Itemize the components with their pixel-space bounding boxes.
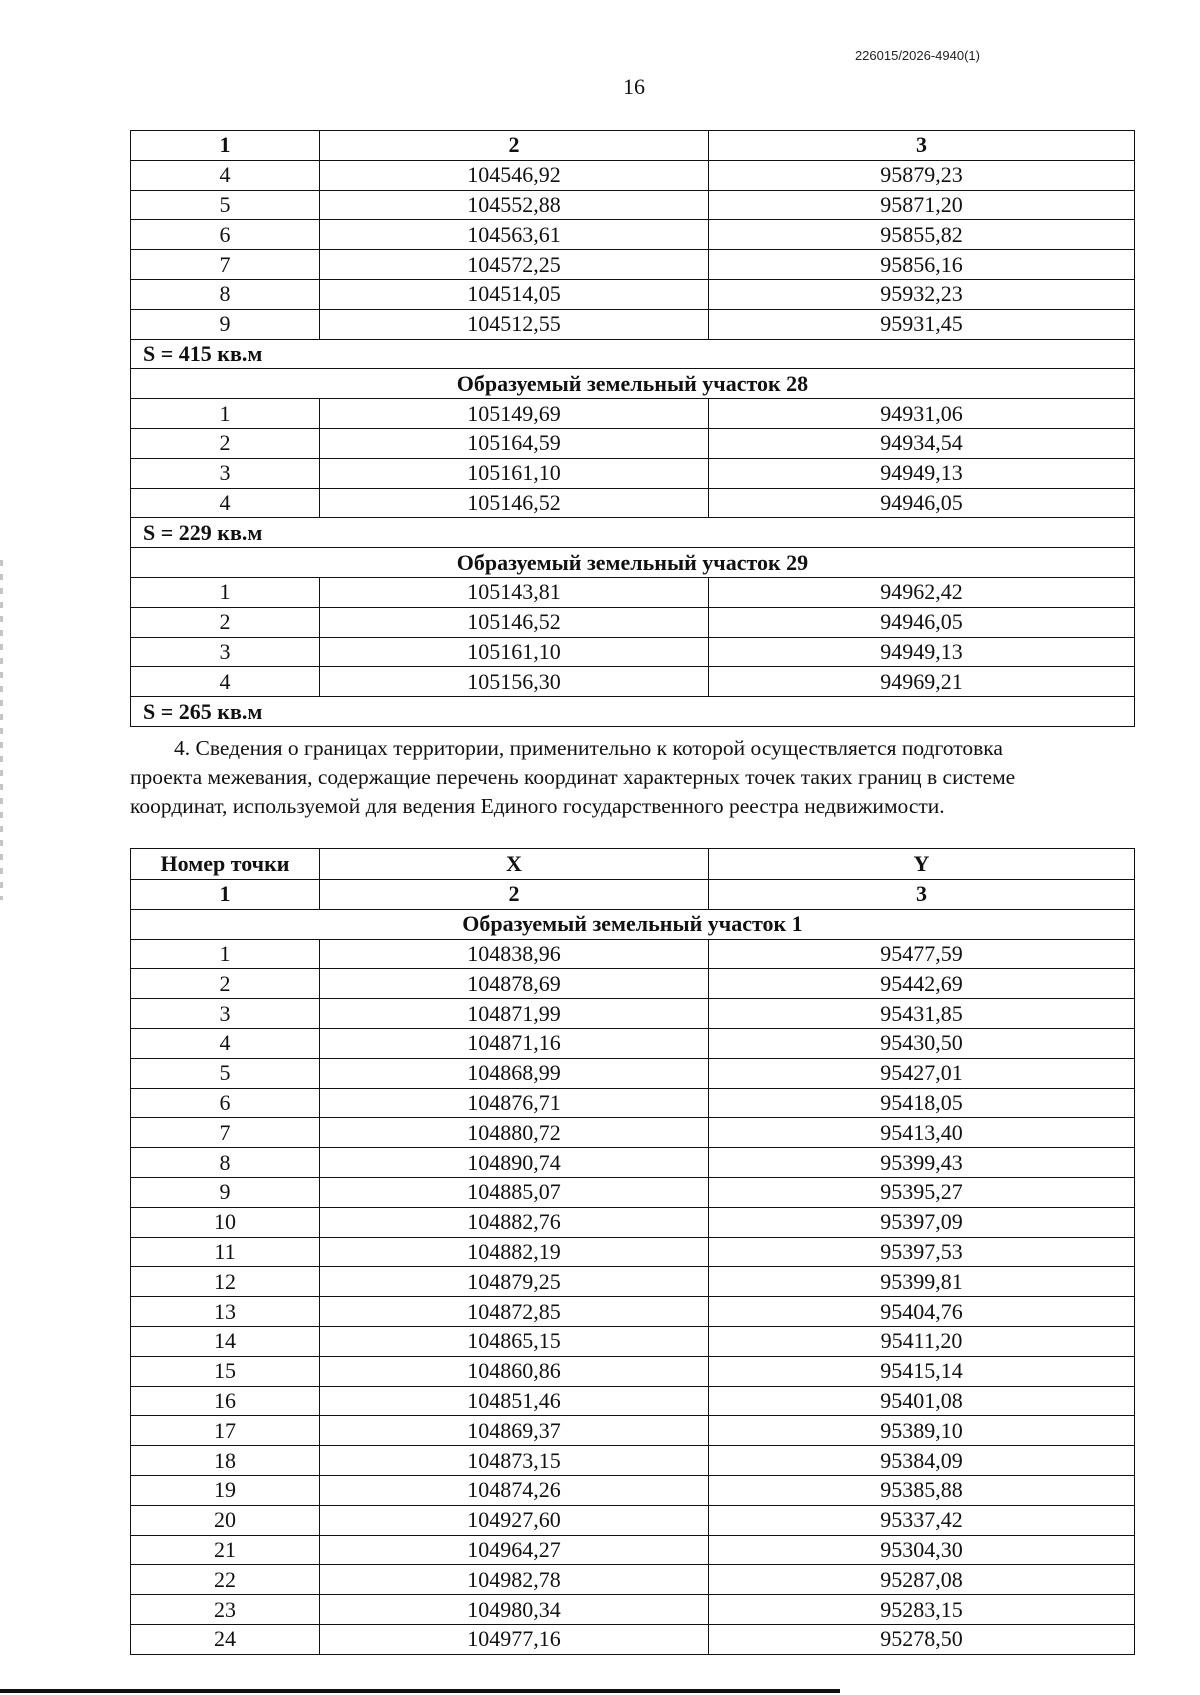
y-coordinate-cell: 95401,08 [709, 1386, 1135, 1416]
y-coordinate-cell: 94931,06 [709, 399, 1135, 429]
point-number-cell: 24 [131, 1624, 320, 1654]
x-coordinate-cell: 104873,15 [320, 1446, 709, 1476]
y-coordinate-cell: 95931,45 [709, 309, 1135, 339]
point-number-cell: 15 [131, 1356, 320, 1386]
column-number-cell: 2 [320, 131, 709, 161]
y-coordinate-cell: 95384,09 [709, 1446, 1135, 1476]
paragraph-line: проекта межевания, содержащие перечень координат характерных точек таких границ в системе [130, 765, 1016, 789]
x-coordinate-cell: 104572,25 [320, 250, 709, 280]
y-coordinate-cell: 95431,85 [709, 999, 1135, 1029]
table-row [131, 1058, 1135, 1088]
x-coordinate-cell: 104882,19 [320, 1237, 709, 1267]
section-title-row [131, 369, 1135, 399]
y-coordinate-cell: 95283,15 [709, 1595, 1135, 1625]
table-row [131, 1177, 1135, 1207]
point-number-cell: 3 [131, 637, 320, 667]
x-coordinate-cell: 104980,34 [320, 1595, 709, 1625]
y-coordinate-cell: 95304,30 [709, 1535, 1135, 1565]
x-coordinate-cell: 104880,72 [320, 1118, 709, 1148]
x-coordinate-cell: 104885,07 [320, 1177, 709, 1207]
table-row [131, 1356, 1135, 1386]
section-title: Образуемый земельный участок 1 [131, 909, 1135, 939]
x-coordinate-cell: 105149,69 [320, 399, 709, 429]
table-row [131, 309, 1135, 339]
table-row [131, 999, 1135, 1029]
table-row [131, 428, 1135, 458]
point-number-cell: 3 [131, 458, 320, 488]
point-number-cell: 5 [131, 190, 320, 220]
table-row [131, 190, 1135, 220]
y-coordinate-cell: 95399,43 [709, 1148, 1135, 1178]
x-coordinate-cell: 104882,76 [320, 1207, 709, 1237]
table-row [131, 1565, 1135, 1595]
x-coordinate-cell: 104563,61 [320, 220, 709, 250]
section-title-row [131, 548, 1135, 578]
column-number-row [131, 131, 1135, 161]
column-number-cell: 1 [131, 880, 320, 910]
y-coordinate-cell: 95413,40 [709, 1118, 1135, 1148]
section-title-row [131, 909, 1135, 939]
x-coordinate-cell: 105146,52 [320, 488, 709, 518]
header-point-number: Номер точки [131, 849, 320, 880]
y-coordinate-cell: 95397,53 [709, 1237, 1135, 1267]
x-coordinate-cell: 105161,10 [320, 458, 709, 488]
point-number-cell: 1 [131, 577, 320, 607]
y-coordinate-cell: 95337,42 [709, 1505, 1135, 1535]
coordinates-table-continued-body [131, 131, 1135, 727]
table-row [131, 1595, 1135, 1625]
table-row [131, 399, 1135, 429]
header-y: Y [709, 849, 1135, 880]
area-row [131, 518, 1135, 548]
area-value: S = 265 кв.м [131, 697, 1135, 727]
table-row [131, 1446, 1135, 1476]
point-number-cell: 5 [131, 1058, 320, 1088]
point-number-cell: 17 [131, 1416, 320, 1446]
point-number-cell: 3 [131, 999, 320, 1029]
header-x: X [320, 849, 709, 880]
table-row [131, 1207, 1135, 1237]
y-coordinate-cell: 95430,50 [709, 1028, 1135, 1058]
table-row [131, 969, 1135, 999]
y-coordinate-cell: 95278,50 [709, 1624, 1135, 1654]
bottom-rule [0, 1689, 840, 1693]
y-coordinate-cell: 94946,05 [709, 607, 1135, 637]
point-number-cell: 12 [131, 1267, 320, 1297]
y-coordinate-cell: 94949,13 [709, 637, 1135, 667]
x-coordinate-cell: 104552,88 [320, 190, 709, 220]
x-coordinate-cell: 104982,78 [320, 1565, 709, 1595]
point-number-cell: 14 [131, 1326, 320, 1356]
y-coordinate-cell: 95442,69 [709, 969, 1135, 999]
column-number-cell: 1 [131, 131, 320, 161]
x-coordinate-cell: 104890,74 [320, 1148, 709, 1178]
table-row [131, 1475, 1135, 1505]
x-coordinate-cell: 104869,37 [320, 1416, 709, 1446]
x-coordinate-cell: 104927,60 [320, 1505, 709, 1535]
y-coordinate-cell: 95385,88 [709, 1475, 1135, 1505]
table-row [131, 279, 1135, 309]
paragraph-line: координат, используемой для ведения Единого государственного реестра недвижимости. [130, 794, 945, 818]
x-coordinate-cell: 104546,92 [320, 160, 709, 190]
point-number-cell: 4 [131, 488, 320, 518]
paragraph-line: 4. Сведения о границах территории, применительно к которой осуществляется подготовка [174, 736, 1003, 760]
point-number-cell: 20 [131, 1505, 320, 1535]
point-number-cell: 7 [131, 250, 320, 280]
coordinates-table-continued [130, 130, 1135, 727]
x-coordinate-cell: 104876,71 [320, 1088, 709, 1118]
table-row [131, 1267, 1135, 1297]
x-coordinate-cell: 105146,52 [320, 607, 709, 637]
table-row [131, 939, 1135, 969]
y-coordinate-cell: 95871,20 [709, 190, 1135, 220]
y-coordinate-cell: 95856,16 [709, 250, 1135, 280]
point-number-cell: 9 [131, 309, 320, 339]
table-row [131, 1535, 1135, 1565]
table-row [131, 1505, 1135, 1535]
table-row [131, 250, 1135, 280]
y-coordinate-cell: 95287,08 [709, 1565, 1135, 1595]
point-number-cell: 4 [131, 667, 320, 697]
y-coordinate-cell: 95427,01 [709, 1058, 1135, 1088]
x-coordinate-cell: 104514,05 [320, 279, 709, 309]
table-row [131, 667, 1135, 697]
table-row [131, 160, 1135, 190]
area-value: S = 229 кв.м [131, 518, 1135, 548]
y-coordinate-cell: 94949,13 [709, 458, 1135, 488]
y-coordinate-cell: 94934,54 [709, 428, 1135, 458]
table-row [131, 1624, 1135, 1654]
y-coordinate-cell: 95411,20 [709, 1326, 1135, 1356]
point-number-cell: 1 [131, 399, 320, 429]
x-coordinate-cell: 104512,55 [320, 309, 709, 339]
boundary-coordinates-table-body [131, 849, 1135, 1655]
column-number-row [131, 880, 1135, 910]
column-number-cell: 2 [320, 880, 709, 910]
y-coordinate-cell: 95477,59 [709, 939, 1135, 969]
table-row [131, 1416, 1135, 1446]
section-title: Образуемый земельный участок 28 [131, 369, 1135, 399]
point-number-cell: 6 [131, 220, 320, 250]
table-row [131, 1148, 1135, 1178]
y-coordinate-cell: 94969,21 [709, 667, 1135, 697]
y-coordinate-cell: 95855,82 [709, 220, 1135, 250]
point-number-cell: 18 [131, 1446, 320, 1476]
y-coordinate-cell: 95399,81 [709, 1267, 1135, 1297]
point-number-cell: 7 [131, 1118, 320, 1148]
point-number-cell: 6 [131, 1088, 320, 1118]
x-coordinate-cell: 104871,99 [320, 999, 709, 1029]
x-coordinate-cell: 104838,96 [320, 939, 709, 969]
y-coordinate-cell: 95879,23 [709, 160, 1135, 190]
document-id: 226015/2026-4940(1) [854, 48, 980, 63]
header-row [131, 849, 1135, 880]
x-coordinate-cell: 104977,16 [320, 1624, 709, 1654]
point-number-cell: 4 [131, 1028, 320, 1058]
table-row [131, 1118, 1135, 1148]
table-row [131, 1088, 1135, 1118]
point-number-cell: 2 [131, 607, 320, 637]
x-coordinate-cell: 104964,27 [320, 1535, 709, 1565]
table-row [131, 1237, 1135, 1267]
table-row [131, 1297, 1135, 1327]
section-4-paragraph [130, 734, 1134, 821]
point-number-cell: 21 [131, 1535, 320, 1565]
x-coordinate-cell: 104865,15 [320, 1326, 709, 1356]
x-coordinate-cell: 104872,85 [320, 1297, 709, 1327]
x-coordinate-cell: 104868,99 [320, 1058, 709, 1088]
y-coordinate-cell: 95932,23 [709, 279, 1135, 309]
point-number-cell: 2 [131, 428, 320, 458]
point-number-cell: 13 [131, 1297, 320, 1327]
point-number-cell: 8 [131, 1148, 320, 1178]
y-coordinate-cell: 94962,42 [709, 577, 1135, 607]
boundary-coordinates-table [130, 848, 1135, 1655]
x-coordinate-cell: 105164,59 [320, 428, 709, 458]
point-number-cell: 16 [131, 1386, 320, 1416]
point-number-cell: 19 [131, 1475, 320, 1505]
x-coordinate-cell: 104860,86 [320, 1356, 709, 1386]
y-coordinate-cell: 95418,05 [709, 1088, 1135, 1118]
area-row [131, 697, 1135, 727]
table-row [131, 637, 1135, 667]
point-number-cell: 9 [131, 1177, 320, 1207]
table-row [131, 220, 1135, 250]
y-coordinate-cell: 95395,27 [709, 1177, 1135, 1207]
point-number-cell: 10 [131, 1207, 320, 1237]
table-row [131, 1028, 1135, 1058]
table-row [131, 607, 1135, 637]
area-value: S = 415 кв.м [131, 339, 1135, 369]
point-number-cell: 23 [131, 1595, 320, 1625]
point-number-cell: 11 [131, 1237, 320, 1267]
x-coordinate-cell: 104879,25 [320, 1267, 709, 1297]
y-coordinate-cell: 95389,10 [709, 1416, 1135, 1446]
section-title: Образуемый земельный участок 29 [131, 548, 1135, 578]
x-coordinate-cell: 105143,81 [320, 577, 709, 607]
point-number-cell: 8 [131, 279, 320, 309]
point-number-cell: 4 [131, 160, 320, 190]
y-coordinate-cell: 95404,76 [709, 1297, 1135, 1327]
y-coordinate-cell: 95397,09 [709, 1207, 1135, 1237]
x-coordinate-cell: 105156,30 [320, 667, 709, 697]
table-row [131, 458, 1135, 488]
table-row [131, 1386, 1135, 1416]
table-row [131, 577, 1135, 607]
x-coordinate-cell: 104871,16 [320, 1028, 709, 1058]
point-number-cell: 2 [131, 969, 320, 999]
x-coordinate-cell: 105161,10 [320, 637, 709, 667]
x-coordinate-cell: 104878,69 [320, 969, 709, 999]
y-coordinate-cell: 95415,14 [709, 1356, 1135, 1386]
page-number: 16 [623, 74, 645, 99]
column-number-cell: 3 [709, 131, 1135, 161]
table-row [131, 488, 1135, 518]
table-row [131, 1326, 1135, 1356]
point-number-cell: 1 [131, 939, 320, 969]
area-row [131, 339, 1135, 369]
x-coordinate-cell: 104874,26 [320, 1475, 709, 1505]
column-number-cell: 3 [709, 880, 1135, 910]
x-coordinate-cell: 104851,46 [320, 1386, 709, 1416]
point-number-cell: 22 [131, 1565, 320, 1595]
scan-margin-mark [0, 560, 3, 900]
y-coordinate-cell: 94946,05 [709, 488, 1135, 518]
